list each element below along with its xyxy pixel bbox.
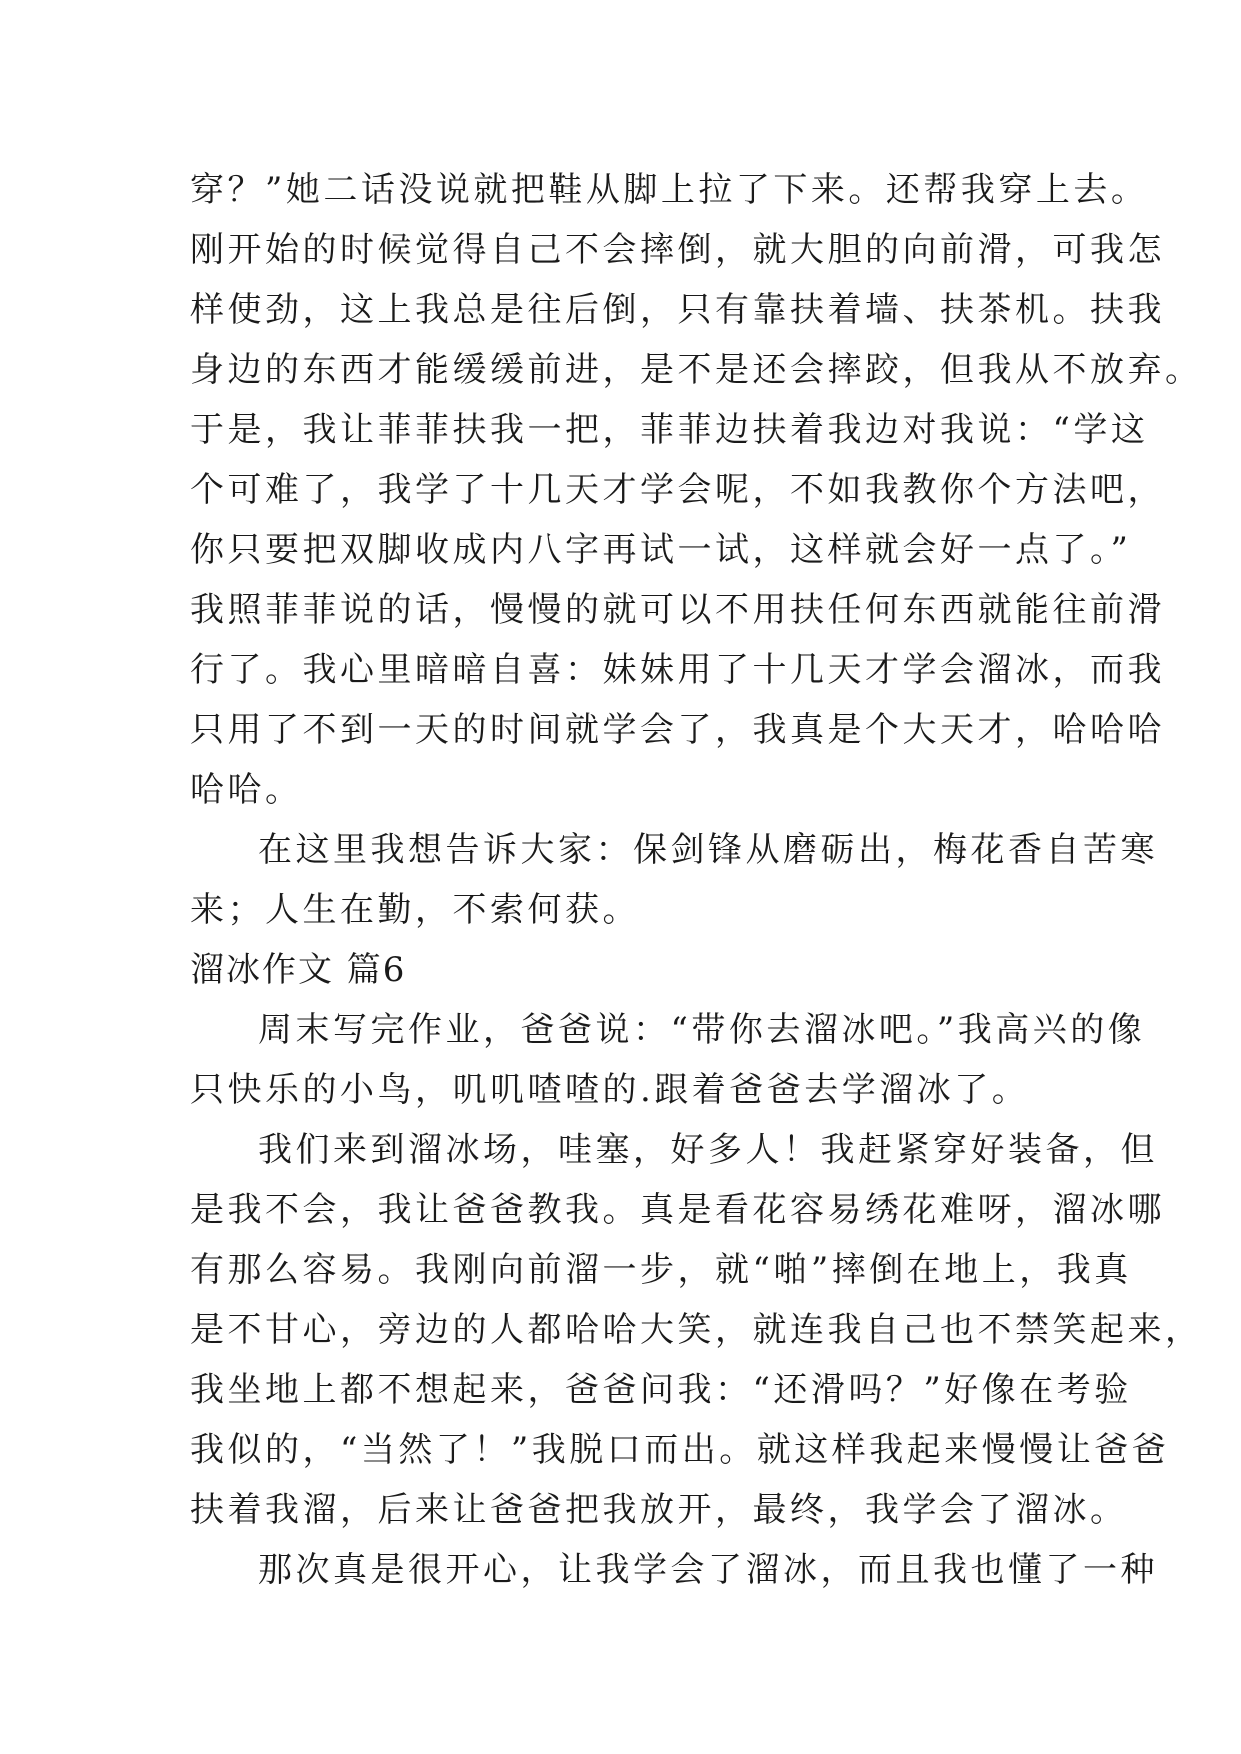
section-heading: 溜冰作文 篇6: [190, 950, 407, 990]
paragraph-first-line: 周末写完作业，爸爸说：“带你去溜冰吧。”我高兴的像: [258, 1010, 1146, 1050]
text-line: 样使劲，这上我总是往后倒，只有靠扶着墙、扶茶机。扶我: [190, 290, 1165, 330]
text-line: 我坐地上都不想起来，爸爸问我：“还滑吗？”好像在考验: [190, 1370, 1132, 1410]
text-line: 个可难了，我学了十几天才学会呢，不如我教你个方法吧，: [190, 470, 1165, 510]
essay-body: [190, 160, 1203, 1600]
text-line: 有那么容易。我刚向前溜一步，就“啪”摔倒在地上，我真: [190, 1250, 1132, 1290]
text-line: 于是，我让菲菲扶我一把，菲菲边扶着我边对我说：“学这: [190, 410, 1149, 450]
paragraph-first-line: 在这里我想告诉大家：保剑锋从磨砺出，梅花香自苦寒: [258, 830, 1158, 870]
paragraph-first-line: 我们来到溜冰场，哇塞，好多人！我赶紧穿好装备，但: [258, 1130, 1158, 1170]
text-line: 扶着我溜，后来让爸爸把我放开，最终，我学会了溜冰。: [190, 1490, 1128, 1530]
text-line: 哈哈。: [190, 770, 303, 810]
text-line: 来；人生在勤，不索何获。: [190, 890, 640, 930]
text-line: 你只要把双脚收成内八字再试一试，这样就会好一点了。”: [190, 530, 1132, 570]
text-line: 是我不会，我让爸爸教我。真是看花容易绣花难呀，溜冰哪: [190, 1190, 1165, 1230]
text-line: 我照菲菲说的话，慢慢的就可以不用扶任何东西就能往前滑: [190, 590, 1165, 630]
text-line: 只用了不到一天的时间就学会了，我真是个大天才，哈哈哈: [190, 710, 1165, 750]
text-line: 只快乐的小鸟，叽叽喳喳的.跟着爸爸去学溜冰了。: [190, 1070, 1030, 1110]
text-line: 身边的东西才能缓缓前进，是不是还会摔跤，但我从不放弃。: [190, 350, 1203, 390]
text-line: 我似的，“当然了！”我脱口而出。就这样我起来慢慢让爸爸: [190, 1430, 1170, 1470]
text-line: 穿？”她二话没说就把鞋从脚上拉了下来。还帮我穿上去。: [190, 170, 1149, 210]
text-line: 行了。我心里暗暗自喜：妹妹用了十几天才学会溜冰，而我: [190, 650, 1165, 690]
text-line: 刚开始的时候觉得自己不会摔倒，就大胆的向前滑，可我怎: [190, 230, 1165, 270]
paragraph-first-line: 那次真是很开心，让我学会了溜冰，而且我也懂了一种: [258, 1550, 1158, 1590]
text-line: 是不甘心，旁边的人都哈哈大笑，就连我自己也不禁笑起来，: [190, 1310, 1203, 1350]
